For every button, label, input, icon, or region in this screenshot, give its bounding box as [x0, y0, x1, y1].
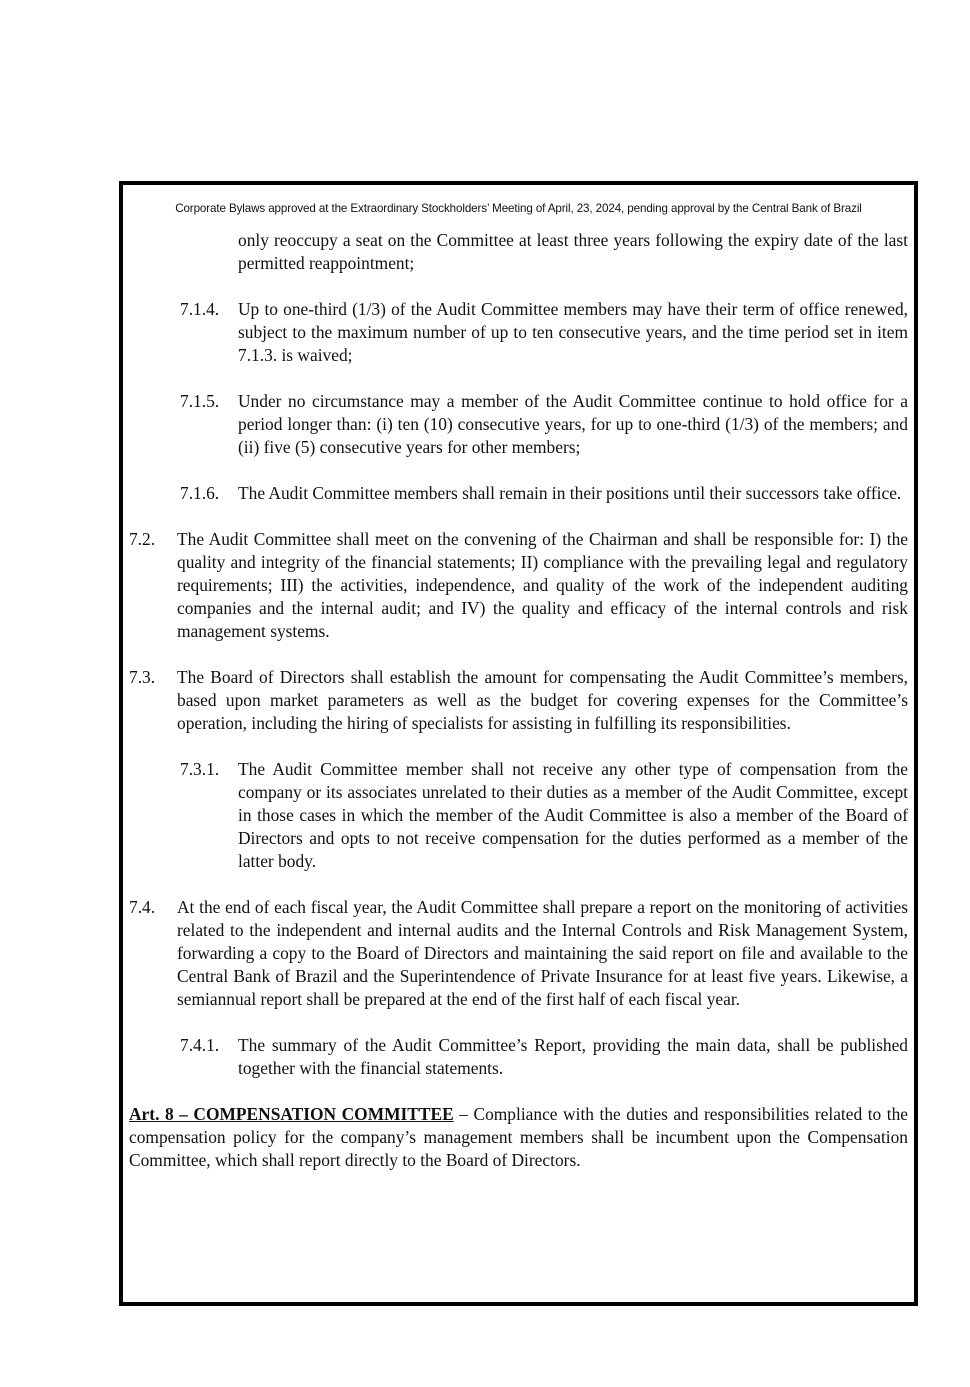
page-border [119, 181, 918, 1306]
clause-number: 7.4. [129, 897, 156, 917]
clause-text: The Board of Directors shall establish the amount for compensating the Audit Committee’s members, based upon market parameters as well as the budget for covering expenses for the Committee’s operation, including the hiring of specialists for assisting in fulfilling its responsibilities. [177, 667, 908, 733]
article-8-paragraph [129, 1103, 908, 1172]
clause-7-3 [129, 666, 908, 735]
clause-text: The Audit Committee members shall remain in their positions until their successors take office. [238, 483, 902, 503]
clause-text: At the end of each fiscal year, the Audit Committee shall prepare a report on the monitoring of activities related to the independent and internal audits and the Internal Controls and Risk Management System, forwarding a copy to the Board of Directors and maintaining the said report on file and available to the Central Bank of Brazil and the Superintendence of Private Insurance for at least five years. Likewise, a semiannual report shall be prepared at the end of the first half of each fiscal year. [177, 897, 908, 1009]
clause-7-2 [129, 528, 908, 643]
clause-number: 7.1.6. [180, 483, 220, 503]
clause-7-1-6 [129, 482, 908, 505]
clause-number: 7.2. [129, 529, 156, 549]
clause-text: The Audit Committee member shall not receive any other type of compensation from the company or its associates unrelated to their duties as a member of the Audit Committee, except in those cases in which the member of the Audit Committee is also a member of the Board of Directors and opts to not receive compensation for the duties performed as a member of the latter body. [238, 759, 908, 871]
clause-number: 7.1.4. [180, 299, 220, 319]
clause-7-3-1 [129, 758, 908, 873]
clause-7-4 [129, 896, 908, 1011]
clause-number: 7.1.5. [180, 391, 220, 411]
clause-7-4-1 [129, 1034, 908, 1080]
clause-7-1-4 [129, 298, 908, 367]
page-header-note: Corporate Bylaws approved at the Extraordinary Stockholders’ Meeting of April, 23, 2024, pending approval by the Central Bank of Brazil [175, 202, 862, 215]
clause-7-1-5 [129, 390, 908, 459]
bylaws-content [129, 229, 908, 1172]
clause-text: The summary of the Audit Committee’s Report, providing the main data, shall be published together with the financial statements. [238, 1035, 908, 1078]
clause-text: Up to one-third (1/3) of the Audit Committee members may have their term of office renewed, subject to the maximum number of up to ten consecutive years, and the time period set in item 7.1.3. is waived; [238, 299, 908, 365]
clause-text: Under no circumstance may a member of the Audit Committee continue to hold office for a period longer than: (i) ten (10) consecutive years, for up to one-third (1/3) of the members; and (ii) five (5) consecutive years for other members; [238, 391, 908, 457]
clause-number: 7.3.1. [180, 759, 220, 779]
clause-number: 7.4.1. [180, 1035, 220, 1055]
clause-text: The Audit Committee shall meet on the convening of the Chairman and shall be responsible for: I) the quality and integrity of the financial statements; II) compliance with the prevailing legal and regulatory requirements; III) the activities, independence, and quality of the work of the independent auditing companies and the internal audit; and IV) the quality and efficacy of the internal controls and risk management systems. [177, 529, 908, 641]
continuation-paragraph: only reoccupy a seat on the Committee at least three years following the expiry date of the last permitted reappointment; [238, 230, 908, 273]
article-8-text: – Compliance with the duties and responsibilities related to the compensation policy for the company’s management members shall be incumbent upon the Compensation Committee, which shall report directly to the Board of Directors. [129, 1104, 909, 1170]
article-8-title: Art. 8 – COMPENSATION COMMITTEE [129, 1104, 454, 1124]
clause-number: 7.3. [129, 667, 156, 687]
